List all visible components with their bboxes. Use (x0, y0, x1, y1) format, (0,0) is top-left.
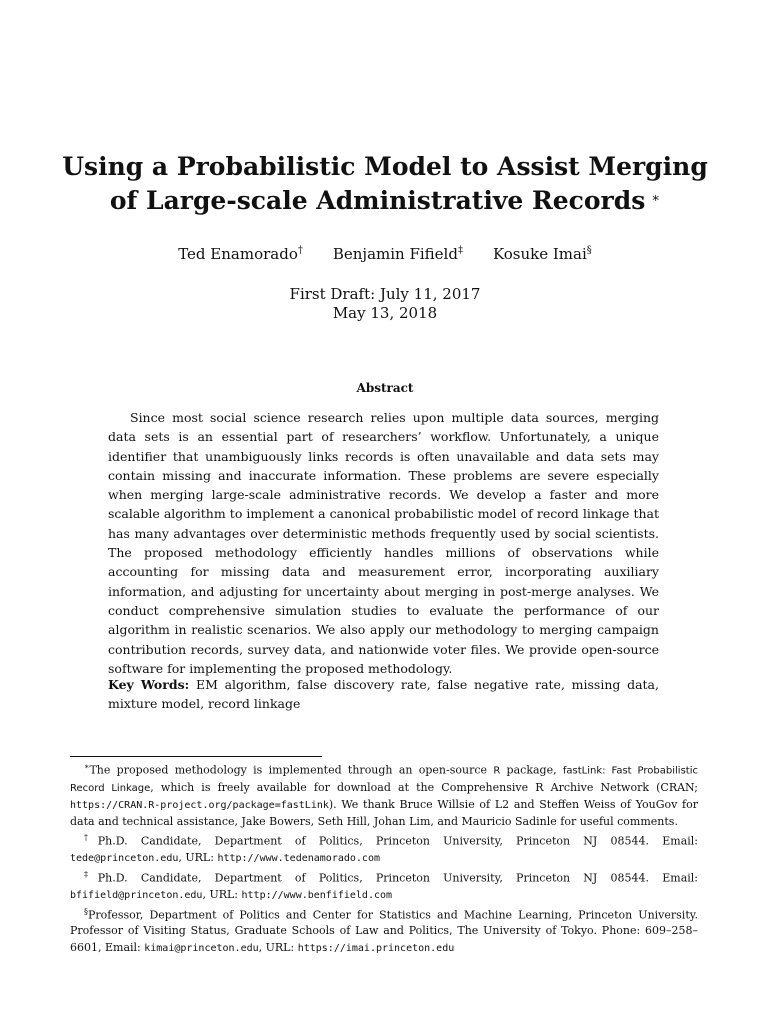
author-footnote-mark[interactable]: ‡ (457, 245, 463, 256)
footnote-mark: ‡ (84, 869, 98, 879)
paper-title (60, 150, 710, 218)
homepage-link[interactable]: http://www.benfifield.com (241, 889, 393, 901)
footnote-text: ). We thank Bruce Willsie of L2 and Steffen Weiss of YouGov for data and technical assistance, Jake Bowers, Seth Hill, Johan Lim, and Mauricio Sadinle for useful comments. (70, 797, 698, 828)
package-name: fastLink: Fast Probabilistic Record Linkage (70, 765, 698, 794)
author-name: Ted Enamorado (178, 245, 298, 263)
author-footnote-mark[interactable]: † (297, 245, 303, 256)
author-footnote-mark[interactable]: § (586, 245, 592, 256)
title-line-1: Using a Probabilistic Model to Assist Merging (62, 152, 708, 181)
keywords (108, 675, 659, 713)
keywords-label: Key Words: (108, 677, 190, 692)
footnote-text: Ph.D. Candidate, Department of Politics, Princeton University, Princeton NJ 08544. Email: (97, 834, 699, 848)
footnote-3 (70, 867, 698, 904)
footnote-text: package, (500, 763, 563, 777)
abstract-heading: Abstract (356, 381, 414, 395)
footnote-text: , URL: (202, 887, 242, 901)
author (178, 241, 303, 264)
footnote-mark: § (84, 906, 88, 916)
footnote-mark: ∗ (84, 762, 90, 771)
footnotes (70, 759, 698, 957)
footnote-text: Ph.D. Candidate, Department of Politics, Princeton University, Princeton NJ 08544. Email: (97, 871, 699, 885)
cran-link[interactable]: https://CRAN.R-project.org/package=fastLink (70, 799, 329, 811)
first-draft-date: First Draft: July 11, 2017 (289, 285, 481, 303)
title-footnote-mark[interactable]: ∗ (651, 191, 661, 206)
footnote-4 (70, 904, 698, 957)
footnote-text: , URL: (258, 940, 298, 954)
title-line-2 (60, 184, 710, 218)
homepage-link[interactable]: https://imai.princeton.edu (297, 942, 455, 954)
date-block (0, 285, 770, 323)
footnote-1 (70, 759, 698, 830)
abstract-text: Since most social science research relies upon multiple data sources, merging data sets is an essential part of researchers’ workflow. Unfortunately, a unique identifier that unambiguously links records is often unavailable and data sets may contain missing and inaccurate information. These problems are severe especially when merging large-scale administrative records. We develop a faster and more scalable algorithm to implement a canonical probabilistic model of record linkage that has many advantages over deterministic methods frequently used by social scientists. The proposed methodology efficiently handles millions of observations while accounting for missing data and measurement error, incorporating auxiliary information, and adjusting for uncertainty about merging in post-merge analyses. We conduct comprehensive simulation studies to evaluate the performance of our algorithm in realistic scenarios. We also apply our methodology to merging campaign contribution records, survey data, and nationwide voter files. We provide open-source software for implementing the proposed methodology. (108, 410, 659, 676)
r-name: R (493, 765, 501, 777)
keywords-text: EM algorithm, false discovery rate, false negative rate, missing data, mixture model, record linkage (108, 677, 659, 711)
footnote-divider (70, 756, 322, 757)
email-link[interactable]: bfifield@princeton.edu (70, 889, 203, 901)
footnote-text: , which is freely available for download at the Comprehensive R Archive Network (CRAN; (150, 780, 698, 794)
author-list (0, 241, 770, 264)
author-name: Benjamin Fifield (332, 245, 458, 263)
homepage-link[interactable]: http://www.tedenamorado.com (217, 852, 380, 864)
footnote-mark: † (84, 833, 98, 843)
footnote-text: The proposed methodology is implemented through an open-source (89, 763, 494, 777)
author (493, 241, 592, 264)
author (333, 241, 463, 264)
title-line-2-text: of Large-scale Administrative Records (109, 186, 646, 215)
footnote-2 (70, 830, 698, 867)
email-link[interactable]: tede@princeton.edu (70, 852, 179, 864)
email-link[interactable]: kimai@princeton.edu (144, 942, 259, 954)
author-name: Kosuke Imai (492, 245, 587, 263)
footnote-text: Professor, Department of Politics and Center for Statistics and Machine Learning, Princeton University. Professor of Visiting Status, Graduate Schools of Law and Politics, The University of Tokyo. Phone: 609–258–6601, Email: (70, 908, 698, 954)
current-date: May 13, 2018 (332, 304, 438, 322)
footnote-text: , URL: (178, 850, 218, 864)
